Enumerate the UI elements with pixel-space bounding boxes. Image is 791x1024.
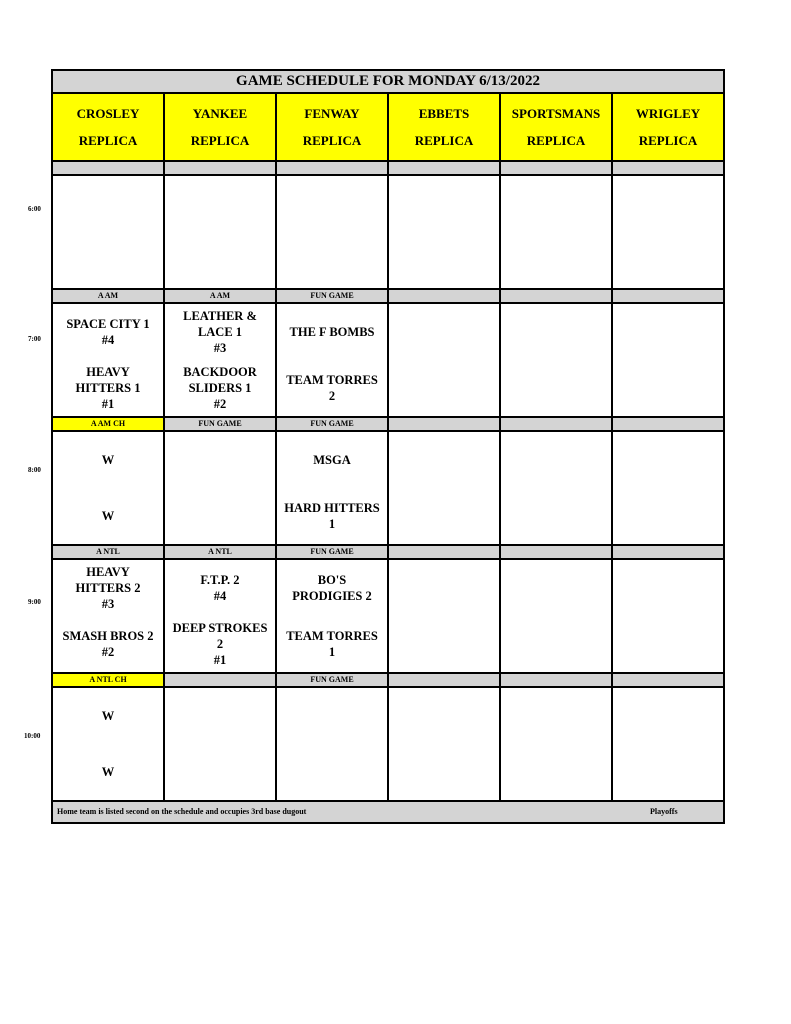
visiting-team [613,304,723,360]
division-band [52,673,724,687]
visiting-team [501,560,611,616]
field-name: YANKEE [192,106,248,121]
visiting-team [501,688,611,744]
visiting-team [165,688,275,744]
home-team [277,232,387,288]
home-team [501,360,611,416]
field-name: EBBETS [418,106,470,121]
game-cell [276,303,388,417]
field-name: FENWAY [304,106,360,121]
home-team [501,232,611,288]
visiting-team [613,176,723,232]
visiting-team [389,688,499,744]
division-label: FUN GAME [276,289,388,303]
team-line: DEEP STROKES [172,621,268,635]
visiting-team [277,432,387,488]
time-label: 6:00 [28,205,41,213]
division-label [164,673,276,687]
visiting-team [389,176,499,232]
visiting-team [501,304,611,360]
visiting-team [277,560,387,616]
game-cell [500,175,612,289]
game-cell [52,559,164,673]
footer-bar [52,801,724,823]
team-line: LACE 1 [197,325,243,339]
game-cell [612,175,724,289]
game-cell [164,175,276,289]
visiting-team [277,304,387,360]
team-line: TEAM TORRES [286,629,378,643]
home-team [613,360,723,416]
field-type: REPLICA [414,133,474,148]
field-header [52,93,164,161]
game-cell [500,687,612,801]
game-cell [388,687,500,801]
visiting-team [613,688,723,744]
team-line: LEATHER & [183,309,257,323]
home-team [501,744,611,800]
time-slot-row [52,175,724,289]
home-team [501,488,611,544]
team-line: HITTERS 2 [75,581,141,595]
home-team [165,744,275,800]
home-team [277,616,387,672]
game-cell [388,303,500,417]
time-slot-row [52,431,724,545]
division-label: A AM [52,289,164,303]
division-label: FUN GAME [276,673,388,687]
home-team [165,616,275,672]
team-line: #3 [101,597,115,611]
game-cell [388,175,500,289]
division-label [52,161,164,175]
home-team-note: Home team is listed second on the schedule and occupies 3rd base dugout [57,807,307,816]
game-cell [612,303,724,417]
visiting-team [613,560,723,616]
division-label: A NTL CH [52,673,164,687]
division-label [612,417,724,431]
field-header [388,93,500,161]
team-line: THE F BOMBS [289,325,375,339]
visiting-team [53,304,163,360]
time-label: 7:00 [28,335,41,343]
team-line: BO'S [317,573,347,587]
division-label [164,161,276,175]
home-team [613,232,723,288]
team-line: 2 [328,389,336,403]
visiting-team [165,176,275,232]
game-cell [164,303,276,417]
home-team [277,488,387,544]
team-line: HEAVY [86,565,130,579]
game-cell [52,431,164,545]
division-label: FUN GAME [276,417,388,431]
visiting-team [53,560,163,616]
division-label [612,545,724,559]
field-name: SPORTSMANS [511,106,601,121]
team-line: #2 [213,397,227,411]
team-line: 1 [328,517,336,531]
visiting-team [501,432,611,488]
home-team [53,232,163,288]
home-team [389,616,499,672]
game-cell [276,687,388,801]
time-label: 10:00 [24,732,41,740]
home-team [53,488,163,544]
division-label [612,289,724,303]
division-label: A AM CH [52,417,164,431]
team-line: #3 [213,341,227,355]
team-line: PRODIGIES 2 [292,589,372,603]
field-name: WRIGLEY [635,106,701,121]
division-label [500,545,612,559]
home-team [613,616,723,672]
division-label [500,673,612,687]
game-cell [164,431,276,545]
division-label [612,161,724,175]
field-type: REPLICA [190,133,250,148]
visiting-team [501,176,611,232]
team-line: HARD HITTERS [284,501,380,515]
game-cell [612,559,724,673]
team-line: W [101,509,115,523]
division-band [52,417,724,431]
field-header [500,93,612,161]
home-team [389,360,499,416]
game-cell [276,431,388,545]
game-cell [500,431,612,545]
visiting-team [53,432,163,488]
visiting-team [389,432,499,488]
game-cell [276,559,388,673]
time-slot-row [52,559,724,673]
division-label [500,289,612,303]
team-line: SLIDERS 1 [188,381,252,395]
game-cell [52,687,164,801]
team-line: SPACE CITY 1 [66,317,150,331]
division-band [52,289,724,303]
team-line: SMASH BROS 2 [62,629,154,643]
time-slot-row [52,687,724,801]
home-team [613,744,723,800]
game-cell [500,303,612,417]
game-cell [52,175,164,289]
field-type: REPLICA [78,133,138,148]
visiting-team [389,560,499,616]
team-line: #1 [213,653,227,667]
division-label [500,417,612,431]
division-label [388,161,500,175]
division-label: FUN GAME [164,417,276,431]
team-line: #4 [213,589,227,603]
game-cell [52,303,164,417]
team-line: #2 [101,645,115,659]
division-label: A NTL [52,545,164,559]
home-team [165,232,275,288]
playoffs-label: Playoffs [650,807,678,816]
team-line: W [101,453,115,467]
team-line: TEAM TORRES [286,373,378,387]
home-team [277,744,387,800]
home-team [53,616,163,672]
division-label [388,417,500,431]
home-team [389,744,499,800]
division-label [500,161,612,175]
game-cell [164,687,276,801]
visiting-team [389,304,499,360]
visiting-team [53,176,163,232]
division-band [52,545,724,559]
division-label [388,289,500,303]
field-header [612,93,724,161]
field-name: CROSLEY [76,106,140,121]
team-line: #4 [101,333,115,347]
time-label: 8:00 [28,466,41,474]
team-line: F.T.P. 2 [200,573,240,587]
schedule-table [51,69,725,824]
game-cell [276,175,388,289]
division-band [52,161,724,175]
team-line: BACKDOOR [183,365,257,379]
field-header [164,93,276,161]
visiting-team [165,304,275,360]
home-team [53,744,163,800]
field-type: REPLICA [302,133,362,148]
home-team [613,488,723,544]
home-team [53,360,163,416]
visiting-team [53,688,163,744]
division-label: A NTL [164,545,276,559]
visiting-team [165,432,275,488]
division-label [388,673,500,687]
time-label: 9:00 [28,598,41,606]
division-label: FUN GAME [276,545,388,559]
schedule-title: GAME SCHEDULE FOR MONDAY 6/13/2022 [52,70,724,93]
field-type: REPLICA [526,133,586,148]
game-cell [388,431,500,545]
game-cell [612,687,724,801]
home-team [165,488,275,544]
game-cell [500,559,612,673]
team-line: HITTERS 1 [75,381,141,395]
home-team [501,616,611,672]
field-type: REPLICA [638,133,698,148]
home-team [165,360,275,416]
team-line: W [101,709,115,723]
visiting-team [277,176,387,232]
game-cell [612,431,724,545]
home-team [277,360,387,416]
team-line: 2 [216,637,224,651]
visiting-team [165,560,275,616]
division-label: A AM [164,289,276,303]
time-slot-row [52,303,724,417]
team-line: W [101,765,115,779]
home-team [389,488,499,544]
division-label [276,161,388,175]
team-line: HEAVY [86,365,130,379]
division-label [388,545,500,559]
team-line: #1 [101,397,115,411]
visiting-team [277,688,387,744]
visiting-team [613,432,723,488]
team-line: MSGA [313,453,351,467]
game-cell [164,559,276,673]
game-cell [388,559,500,673]
field-header [276,93,388,161]
home-team [389,232,499,288]
division-label [612,673,724,687]
team-line: 1 [328,645,336,659]
